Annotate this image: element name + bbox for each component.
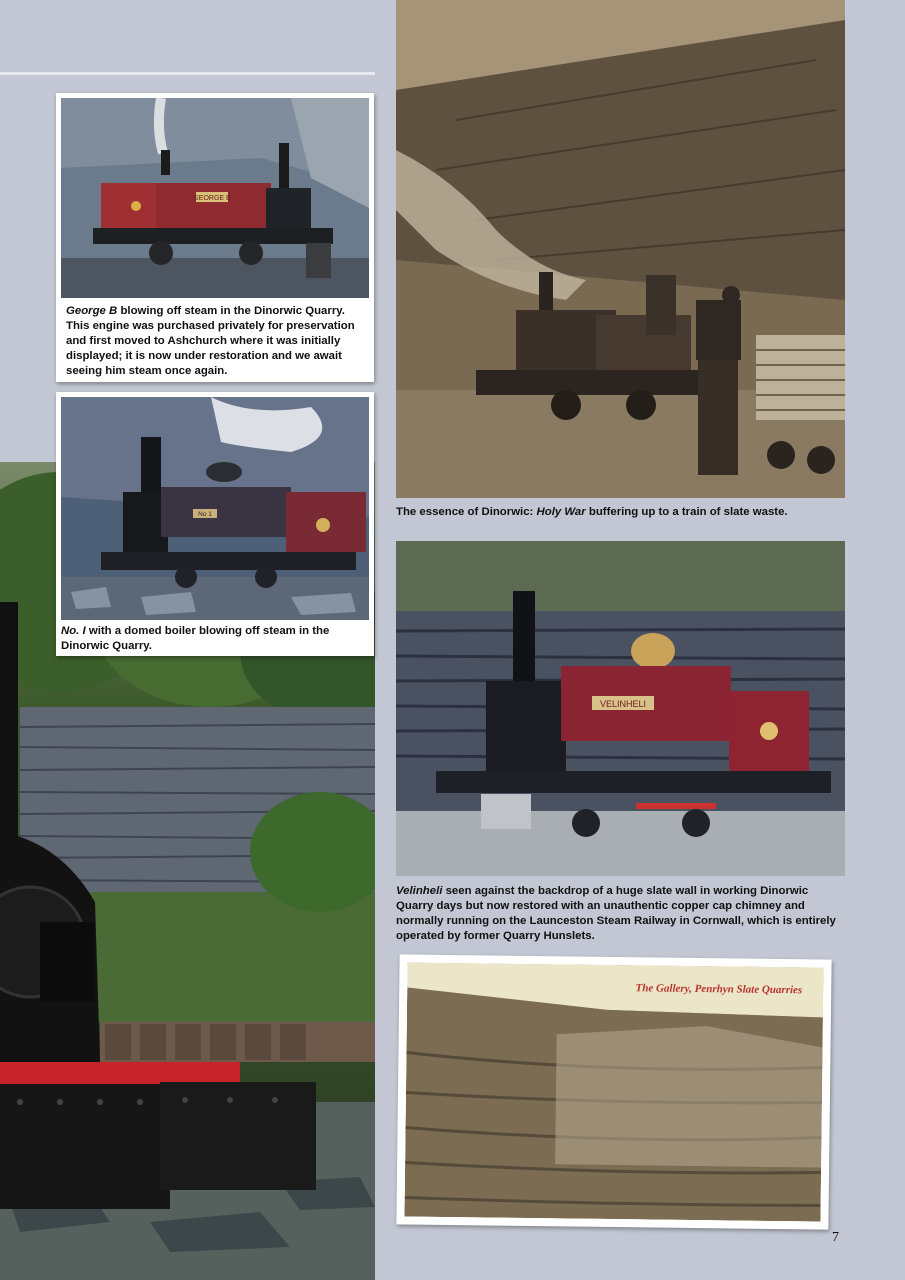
caption-text: seen against the backdrop of a huge slate wall in working Dinorwic Quarry days but now restored with an unauthentic copper cap chimney and normally running on the Launceston Steam Railway in Cornwall, which is entirely operated by former Quarry Hunslets. (396, 885, 836, 942)
george-b-nameplate: GEORGE B (193, 195, 231, 202)
caption-engine-name: George B (66, 305, 118, 317)
penrhyn-postcard (396, 954, 831, 1229)
no1-plate: No 1 (198, 511, 212, 518)
caption-text: with a domed boiler blowing off steam in the Dinorwic Quarry. (61, 625, 330, 652)
no1-photo (61, 397, 369, 620)
velinheli-photo (396, 541, 845, 876)
velinheli-caption (396, 884, 845, 944)
george-b-caption (66, 304, 366, 379)
caption-engine-name: Holy War (536, 506, 586, 518)
page-number: 7 (832, 1230, 839, 1245)
postcard-title: The Gallery, Penrhyn Slate Quarries (635, 982, 803, 997)
caption-text: buffering up to a train of slate waste. (585, 506, 788, 518)
holy-war-caption (396, 505, 845, 520)
no1-card (56, 392, 374, 656)
holy-war-photo (396, 0, 845, 498)
caption-prefix: The essence of Dinorwic: (396, 506, 537, 518)
caption-engine-name: No. I (61, 625, 86, 637)
caption-engine-name: Velinheli (396, 885, 443, 897)
no1-caption (61, 624, 361, 654)
velinheli-nameplate: VELINHELI (599, 699, 647, 709)
penrhyn-postcard-photo (404, 962, 823, 1221)
george-b-photo (61, 98, 369, 298)
header-rule (0, 72, 375, 75)
caption-text: blowing off steam in the Dinorwic Quarry. This engine was purchased privately for preservation and first moved to Ashchurch where it was initially displayed; it is now under restoration and we await seeing him steam once again. (66, 305, 355, 377)
george-b-card (56, 93, 374, 382)
